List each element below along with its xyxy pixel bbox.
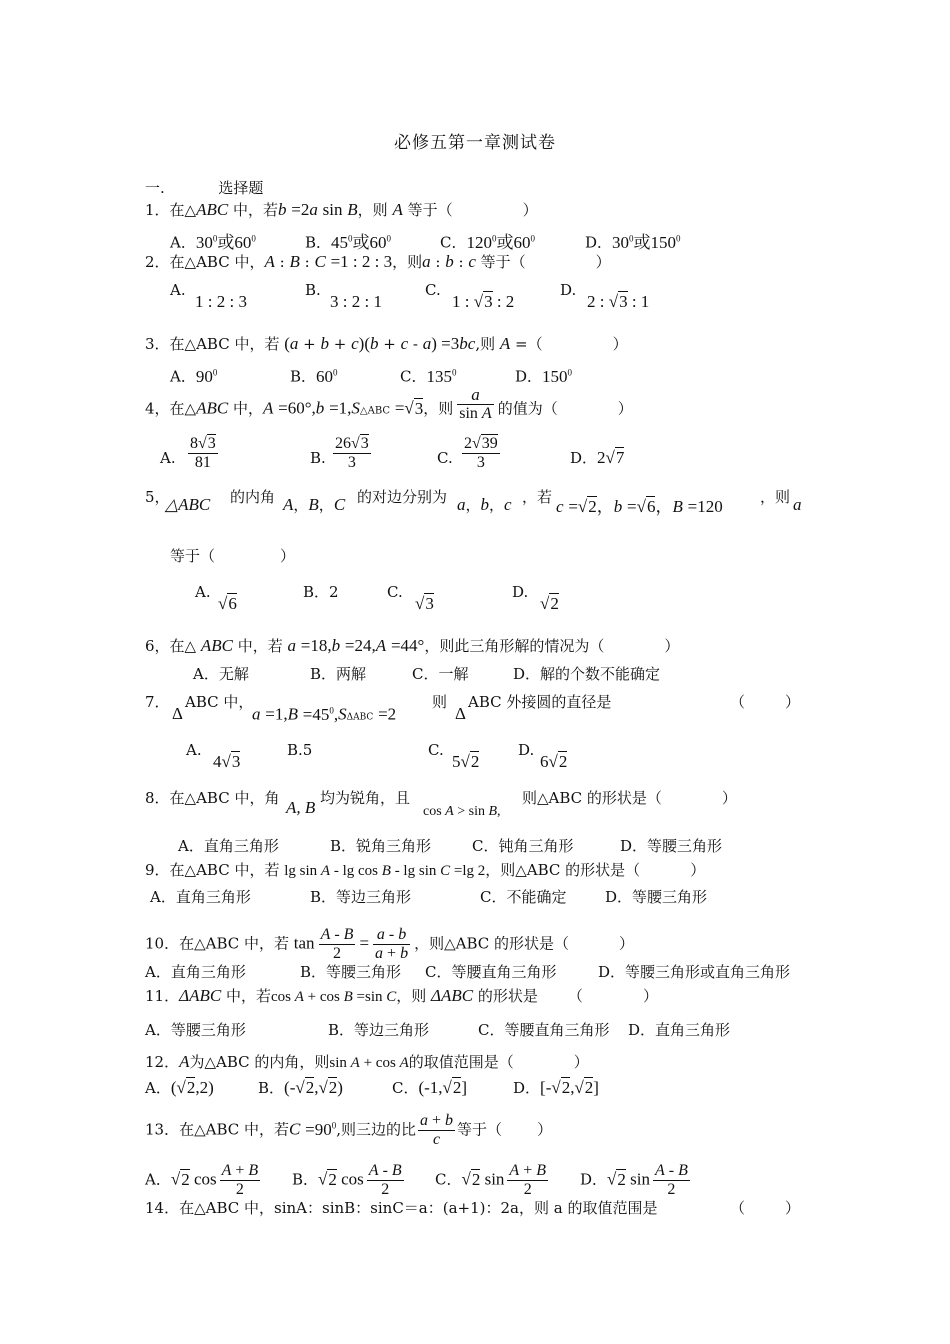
question-stem-render-5: 则△ABC 的形状是（ ） [522, 789, 737, 807]
option-a: A. [195, 583, 211, 601]
option-c: C．不能确定 [480, 888, 567, 906]
option-c: C．√2 sin $\frac{A + B}{2}$ [435, 1162, 547, 1198]
option-d: D．[-√2,√2] [513, 1078, 599, 1097]
option-c-value: √3 [415, 594, 434, 613]
question-stem-render: 13．在△ABC 中，若$C =90^0$,则三边的比 $\frac{a + b}{c}$ 等于（ ） [145, 1112, 553, 1148]
option-a: A. [160, 449, 176, 467]
question-stem-render-2: △ABC [165, 495, 211, 514]
option-d: D．√2 sin $\frac{A - B}{2}$ [580, 1162, 688, 1198]
option-c: C．等腰直角三角形 [425, 963, 557, 981]
option-b: B．$45^0$或$60^0$ [305, 232, 392, 252]
option-d: D. [512, 583, 529, 601]
question-stem-render-3: $a =1,B =45^0,S\Delta ABC =2$ [252, 704, 397, 724]
answer-paren: （ ） [730, 693, 801, 711]
answer-paren: （ ） [730, 1199, 801, 1217]
option-b: B.5 [287, 741, 313, 759]
option-a: A．(√2,2) [145, 1078, 214, 1097]
question-stem-render-5: 的对边分别为 [357, 488, 448, 506]
option-c: C. [425, 281, 441, 299]
option-c: C. [428, 741, 444, 759]
option-a-value: $\frac{8√3}{81}$ [190, 435, 216, 471]
option-d: D．$150^0$ [515, 366, 573, 386]
option-d: D．等腰三角形或直角三角形 [598, 963, 791, 981]
question-stem-render: 10．在△ABC 中，若 tan $\frac{A - B}{2}$ = $\frac{a - b}{a + b}$ ，则△ABC 的形状是（ ） [145, 926, 635, 962]
option-a: A．直角三角形 [178, 837, 279, 855]
option-b: B．等边三角形 [310, 888, 412, 906]
option-b: B．两解 [310, 665, 367, 683]
question-stem-render-3: 均为锐角，且 [320, 789, 411, 807]
option-a: A．$90^0$ [170, 366, 218, 386]
question-stem-render-9: ，则 [760, 488, 791, 506]
option-a-value: 4√3 [213, 752, 241, 771]
option-c: C．钝角三角形 [472, 837, 574, 855]
option-c-value: 1 : √3 : 2 [452, 292, 515, 311]
question-stem-render: 1．在△ABC 中，若b =2a sin B，则 A 等于（ ） [145, 200, 538, 219]
question-stem-render-6: a，b，c [457, 495, 512, 514]
option-d: D．$30^0$或$150^0$ [585, 232, 681, 252]
option-d: D. [560, 281, 577, 299]
option-b: B. [310, 449, 326, 467]
option-d-value: √2 [540, 594, 559, 613]
option-c-value: 5√2 [452, 752, 480, 771]
option-b: B．$60^0$ [290, 366, 338, 386]
option-c: C．等腰直角三角形 [478, 1021, 610, 1039]
option-d: D．2√7 [570, 448, 625, 467]
question-stem-render-3: 的内角 [230, 488, 276, 506]
question-stem-render-7: ，若 [522, 488, 553, 506]
option-b: B．√2 cos $\frac{A - B}{2}$ [292, 1162, 402, 1198]
option-c: C．$120^0$或$60^0$ [440, 232, 535, 252]
question-stem-render-5: ABC 外接圆的直径是 [468, 693, 612, 711]
delta-symbol: Δ [172, 704, 183, 723]
section-heading [145, 178, 263, 198]
option-d: D. [518, 741, 535, 759]
question-stem-render-2: ABC 中， [185, 693, 254, 711]
question-stem-render: 7． [145, 693, 170, 711]
option-a-value: √6 [218, 594, 237, 613]
option-a: A. [170, 281, 186, 299]
option-d: D．等腰三角形 [620, 837, 723, 855]
section-index: 一. [145, 179, 165, 197]
option-d-value: 2 : √3 : 1 [587, 292, 650, 311]
option-c-value: $\frac{2√39}{3}$ [464, 435, 498, 471]
option-a: A．直角三角形 [145, 963, 246, 981]
question-stem-render: 4，在△ABC 中，A =60°,b =1,S△ABC =√3，则 $\frac{a}{\text{sin A}}$ 的值为（ ） [145, 385, 633, 422]
option-a: A．无解 [193, 665, 249, 683]
option-c: C. [437, 449, 453, 467]
question-stem-render: 3．在△ABC 中，若 (a + b + c)(b + c - a) =3bc,则 A =（ ） [145, 334, 628, 353]
question-stem-render: 9．在△ABC 中，若 lg sin A - lg cos B - lg sin C =lg 2，则△ABC 的形状是（ ） [145, 861, 706, 879]
question-stem-render-11: 等于（ ） [170, 547, 296, 565]
question-stem-render-4: cos A > sin B, [423, 804, 501, 819]
option-b: B. [305, 281, 321, 299]
question-stem-render-4: 则 [432, 693, 448, 711]
option-a: A．√2 cos $\frac{A + B}{2}$ [145, 1162, 259, 1198]
option-a: A．$30^0$或$60^0$ [170, 232, 256, 252]
question-stem-render: 5， [145, 488, 170, 506]
option-d: D．直角三角形 [628, 1021, 731, 1039]
option-b: B．锐角三角形 [330, 837, 432, 855]
question-stem-render: 14．在△ABC 中，sinA：sinB：sinC＝a：(a+1)：2a，则 a 的取值范围是 [145, 1199, 658, 1217]
option-d: D．解的个数不能确定 [513, 665, 661, 683]
delta-symbol-2: Δ [455, 704, 466, 723]
option-d: D．等腰三角形 [605, 888, 708, 906]
option-c: C. [387, 583, 403, 601]
question-stem-render: 6，在△ ABC 中，若 a =18,b =24,A =44°，则此三角形解的情况为（ ） [145, 636, 680, 655]
question-stem-render: 11．ΔABC 中，若cos A + cos B =sin C，则 ΔABC 的形状是 （ ） [145, 986, 658, 1005]
option-c: C．一解 [412, 665, 469, 683]
option-b-value: 3 : 2 : 1 [330, 292, 382, 311]
option-a: A．直角三角形 [150, 888, 251, 906]
option-b: B．2 [303, 583, 339, 601]
option-b: B．等腰三角形 [300, 963, 402, 981]
option-b: B．(-√2,√2) [258, 1078, 343, 1097]
question-stem-render-4: A，B，C [283, 495, 346, 514]
option-b: B．等边三角形 [328, 1021, 430, 1039]
option-b-value: $\frac{26√3}{3}$ [335, 435, 369, 471]
page-title: 必修五第一章测试卷 [394, 133, 556, 153]
section-label: 选择题 [218, 179, 264, 197]
option-a: A. [186, 741, 202, 759]
option-d-value: 6√2 [540, 752, 568, 771]
question-stem-render-2: A, B [286, 798, 316, 817]
question-stem-render: 12．A为△ABC 的内角，则sin A + cos A的取值范围是（ ） [145, 1052, 589, 1071]
option-a: A．等腰三角形 [145, 1021, 246, 1039]
question-stem-render: 8．在△ABC 中，角 [145, 789, 280, 807]
option-c: C．(-1,√2] [392, 1078, 468, 1097]
question-stem-render-8: c =√2，b =√6，B =120 [556, 497, 723, 516]
question-stem-render-10: a [793, 495, 802, 514]
option-c: C．$135^0$ [400, 366, 457, 386]
question-stem-render: 2．在△ABC 中，A : B : C =1 : 2 : 3，则a : b : c 等于（ ） [145, 252, 611, 271]
option-a-value: 1 : 2 : 3 [195, 292, 247, 311]
